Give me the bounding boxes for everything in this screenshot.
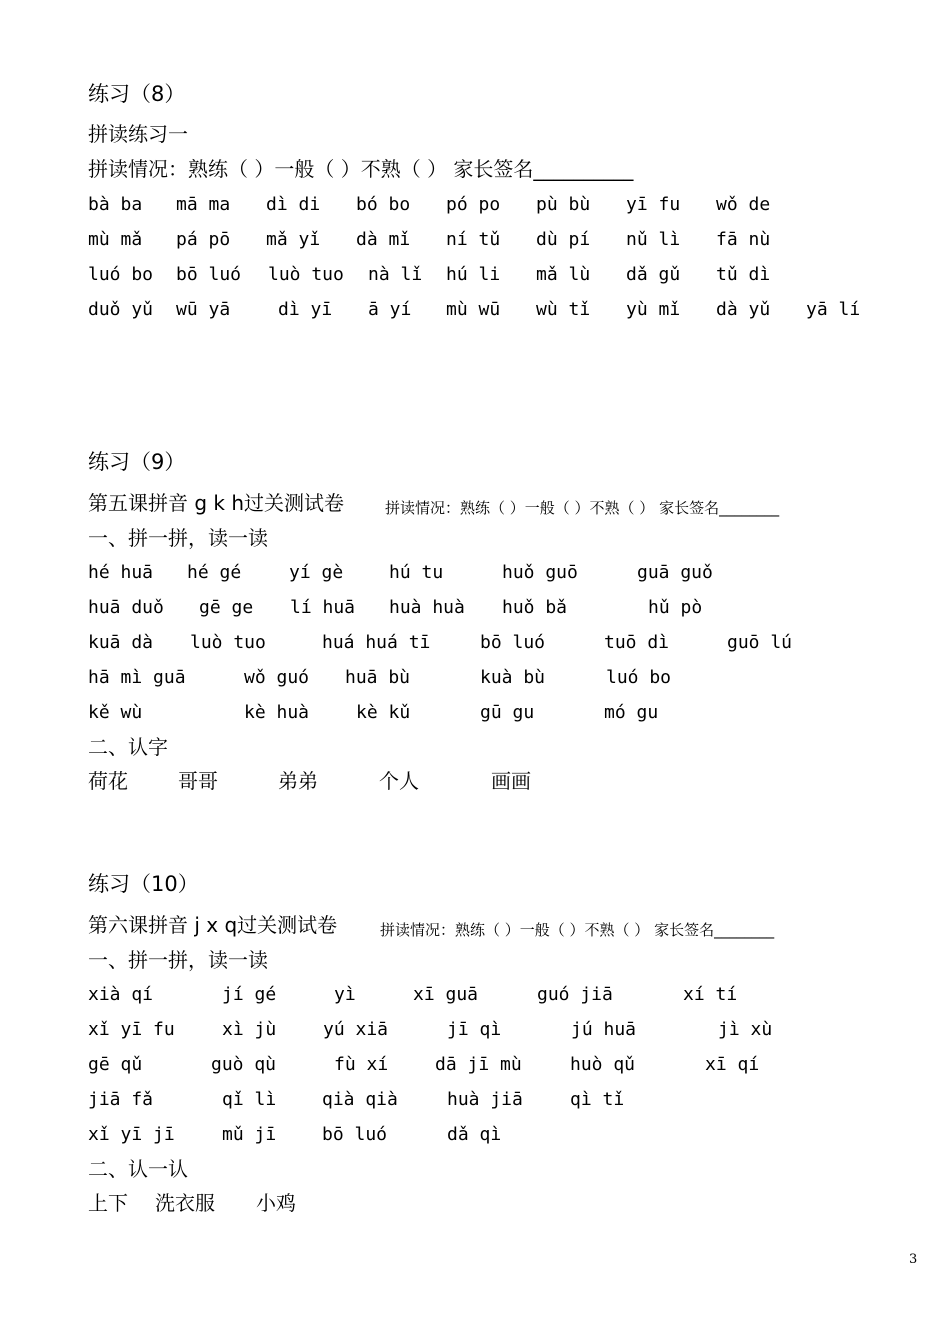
pinyin-word: qǐ lì <box>222 1089 277 1110</box>
pinyin-word: dì yī <box>278 299 333 320</box>
pinyin-word: dǎ gǔ <box>626 264 681 285</box>
character-word: 画画 <box>491 769 531 793</box>
pinyin-word: huò qǔ <box>570 1054 636 1075</box>
pinyin-word: xì jù <box>222 1019 277 1040</box>
pinyin-word: tuō dì <box>604 632 670 653</box>
pinyin-word: bó bo <box>356 194 411 215</box>
section-9-status-line: 拼读情况：熟练（ ）一般（ ）不熟（ ） 家长签名________ <box>385 499 780 517</box>
pinyin-word: xǐ yī fu <box>88 1019 175 1040</box>
section-10-part2-heading: 二、认一认 <box>88 1157 188 1181</box>
pinyin-word: yù mǐ <box>626 299 681 320</box>
pinyin-word: mā ma <box>176 194 231 215</box>
pinyin-word: huà huà <box>389 597 465 618</box>
pinyin-word: luó bo <box>606 667 672 688</box>
pinyin-word: kè huà <box>244 702 310 723</box>
pinyin-word: tǔ dì <box>716 264 771 285</box>
pinyin-word: bō luó <box>322 1124 388 1145</box>
pinyin-word: fù xí <box>334 1054 389 1075</box>
pinyin-word: jī qì <box>447 1019 502 1040</box>
section-8-title: 练习（8） <box>88 82 186 106</box>
pinyin-word: huǒ guō <box>502 562 578 583</box>
character-word: 荷花 <box>88 769 128 793</box>
pinyin-word: dì di <box>266 194 321 215</box>
pinyin-word: yú xiā <box>323 1019 389 1040</box>
pinyin-word: mǔ jī <box>222 1124 277 1145</box>
pinyin-word: dà yǔ <box>716 299 771 320</box>
pinyin-word: hú tu <box>389 562 444 583</box>
pinyin-word: kè kǔ <box>356 702 411 723</box>
pinyin-word: gē ge <box>199 597 254 618</box>
pinyin-word: yí gè <box>289 562 344 583</box>
section-10-subtitle: 第六课拼音 j x q过关测试卷 <box>88 913 338 937</box>
section-10-part1-heading: 一、拼一拼，读一读 <box>88 948 268 972</box>
pinyin-word: jí gé <box>222 984 277 1005</box>
section-8-status-line: 拼读情况：熟练（ ）一般（ ）不熟（ ） 家长签名__________ <box>88 157 634 181</box>
pinyin-word: luó bo <box>88 264 154 285</box>
pinyin-word: guò qù <box>211 1054 277 1075</box>
pinyin-word: ní tǔ <box>446 229 501 250</box>
pinyin-word: dù pí <box>536 229 591 250</box>
pinyin-word: mó gu <box>604 702 659 723</box>
pinyin-word: huā duǒ <box>88 597 164 618</box>
pinyin-word: huá huá tī <box>322 632 431 653</box>
character-word: 哥哥 <box>178 769 218 793</box>
pinyin-word: luò tuo <box>190 632 266 653</box>
section-8-subtitle: 拼读练习一 <box>88 122 188 146</box>
pinyin-word: mǎ lù <box>536 264 591 285</box>
section-10-status-line: 拼读情况：熟练（ ）一般（ ）不熟（ ） 家长签名________ <box>380 921 775 939</box>
pinyin-word: pá pō <box>176 229 231 250</box>
pinyin-word: huǒ bǎ <box>502 597 568 618</box>
pinyin-word: bō luó <box>480 632 546 653</box>
page-number: 3 <box>909 1252 918 1267</box>
pinyin-word: mù mǎ <box>88 229 143 250</box>
pinyin-word: dà mǐ <box>356 229 411 250</box>
pinyin-word: yī fu <box>626 194 681 215</box>
pinyin-word: guó jiā <box>537 984 613 1005</box>
pinyin-word: lí huā <box>290 597 356 618</box>
pinyin-word: xí tí <box>683 984 738 1005</box>
pinyin-word: wù tǐ <box>536 299 591 320</box>
pinyin-word: yā lí <box>806 299 861 320</box>
character-word: 小鸡 <box>256 1191 296 1215</box>
pinyin-word: yì <box>334 984 356 1005</box>
section-9-title: 练习（9） <box>88 450 186 474</box>
pinyin-word: jiā fǎ <box>88 1089 154 1110</box>
pinyin-word: jú huā <box>571 1019 637 1040</box>
section-10-title: 练习（10） <box>88 872 199 896</box>
pinyin-word: wū yā <box>176 299 231 320</box>
pinyin-word: hé gé <box>187 562 242 583</box>
pinyin-word: ā yí <box>368 299 412 320</box>
pinyin-word: xī guā <box>413 984 479 1005</box>
character-word: 弟弟 <box>278 769 318 793</box>
pinyin-word: kě wù <box>88 702 143 723</box>
section-9-part1-heading: 一、拼一拼，读一读 <box>88 526 268 550</box>
pinyin-word: bō luó <box>176 264 242 285</box>
character-word: 上下 <box>88 1191 128 1215</box>
section-9-subtitle: 第五课拼音 g k h过关测试卷 <box>88 491 345 515</box>
pinyin-word: bà ba <box>88 194 143 215</box>
pinyin-word: guā guǒ <box>637 562 713 583</box>
pinyin-word: qià qià <box>322 1089 398 1110</box>
pinyin-word: mù wū <box>446 299 501 320</box>
pinyin-word: kuā dà <box>88 632 154 653</box>
pinyin-word: kuà bù <box>480 667 546 688</box>
pinyin-word: wǒ guó <box>244 667 310 688</box>
pinyin-word: gē qǔ <box>88 1054 143 1075</box>
pinyin-word: wǒ de <box>716 194 771 215</box>
pinyin-word: fā nù <box>716 229 771 250</box>
pinyin-word: dā jī mù <box>435 1054 522 1075</box>
pinyin-word: jì xù <box>718 1019 773 1040</box>
pinyin-word: nà lǐ <box>368 264 423 285</box>
pinyin-word: duǒ yǔ <box>88 299 154 320</box>
pinyin-word: hú li <box>446 264 501 285</box>
pinyin-word: huà jiā <box>447 1089 523 1110</box>
section-9-part2-heading: 二、认字 <box>88 735 168 759</box>
character-word: 个人 <box>379 769 419 793</box>
character-word: 洗衣服 <box>155 1191 215 1215</box>
pinyin-word: xià qí <box>88 984 154 1005</box>
pinyin-word: dǎ qì <box>447 1124 502 1145</box>
pinyin-word: nǔ lì <box>626 229 681 250</box>
pinyin-word: mǎ yǐ <box>266 229 321 250</box>
pinyin-word: hā mì guā <box>88 667 186 688</box>
pinyin-word: pó po <box>446 194 501 215</box>
pinyin-word: xǐ yī jī <box>88 1124 175 1145</box>
pinyin-word: pù bù <box>536 194 591 215</box>
pinyin-word: guō lú <box>727 632 793 653</box>
pinyin-word: xī qí <box>705 1054 760 1075</box>
pinyin-word: hǔ pò <box>648 597 703 618</box>
pinyin-word: hé huā <box>88 562 154 583</box>
pinyin-word: huā bù <box>345 667 411 688</box>
pinyin-word: luò tuo <box>268 264 344 285</box>
pinyin-word: gū gu <box>480 702 535 723</box>
pinyin-word: qì tǐ <box>570 1089 625 1110</box>
